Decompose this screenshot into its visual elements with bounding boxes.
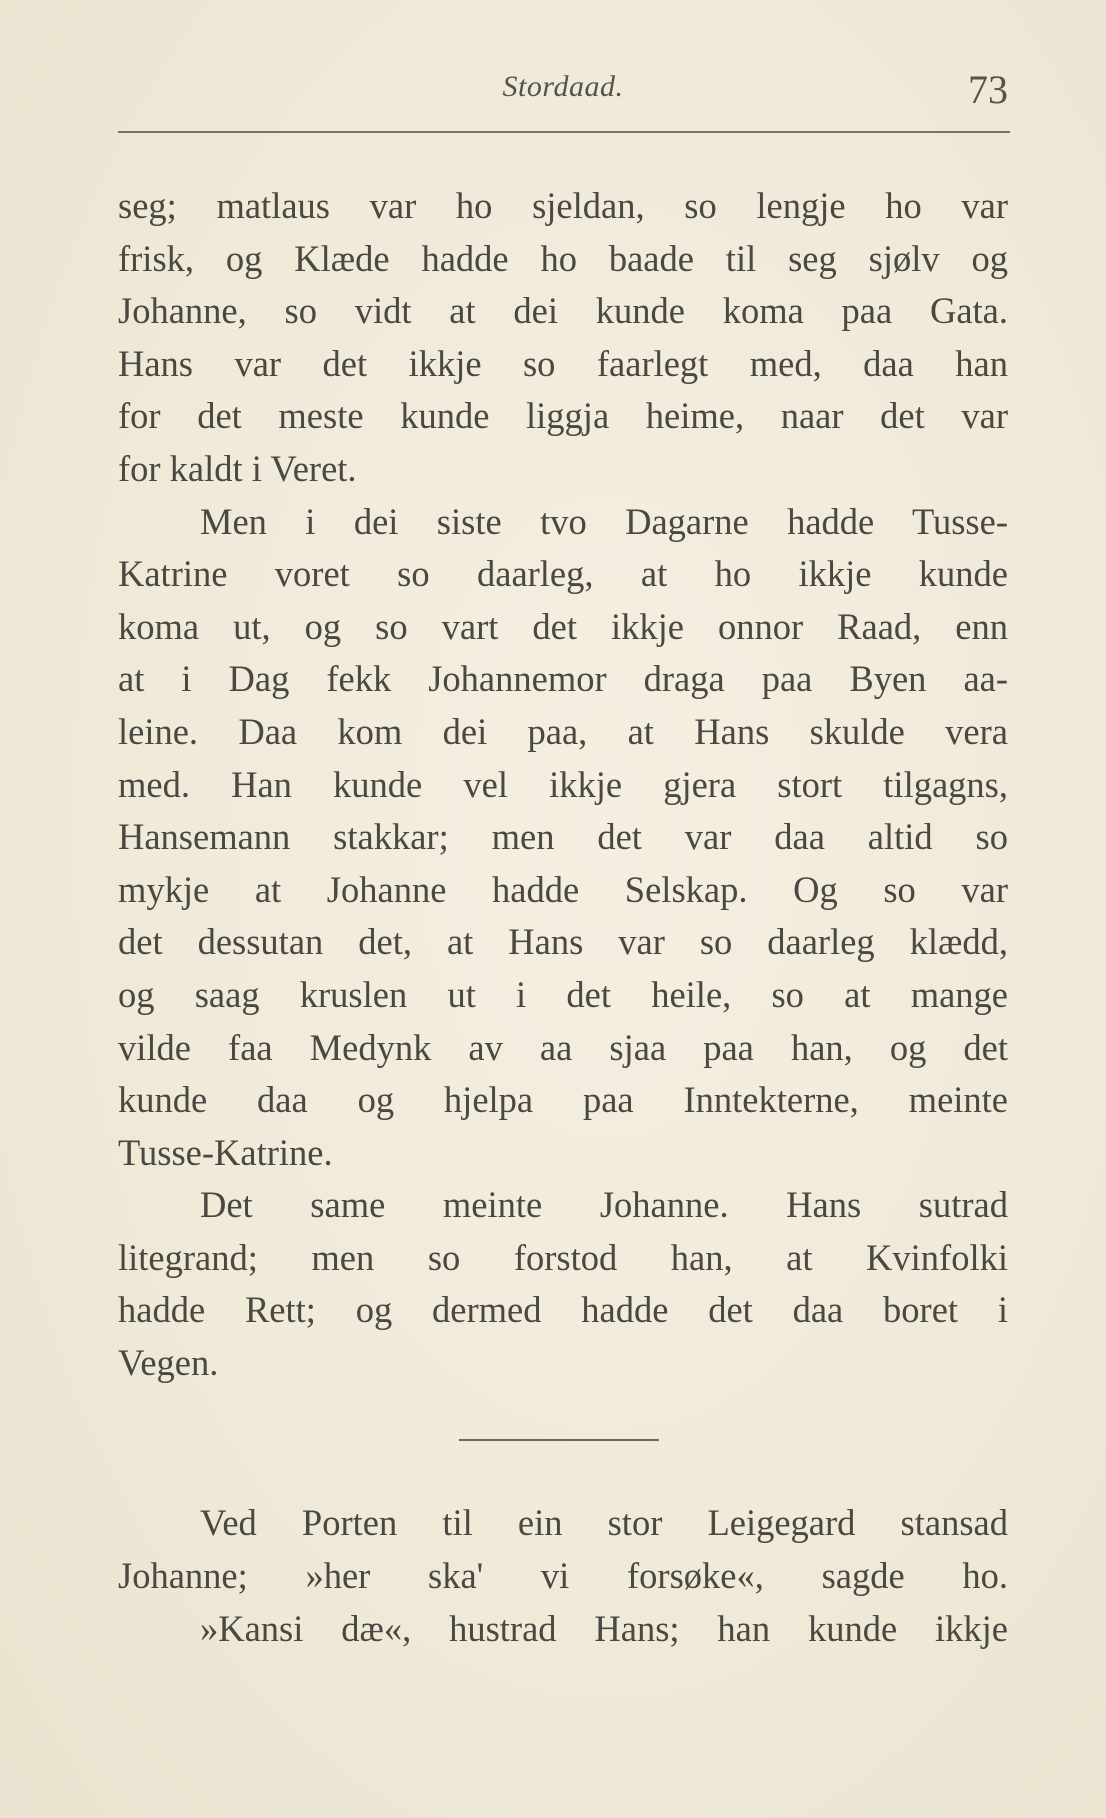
- text-line: seg; matlaus var ho sjeldan, so lengje ho var: [118, 185, 1008, 226]
- text-line: Tusse-Katrine.: [118, 1131, 333, 1173]
- text-line: det dessutan det, at Hans var so daarleg klædd,: [118, 921, 1008, 963]
- text-line: med. Han kunde vel ikkje gjera stort tilgagns,: [118, 763, 1008, 805]
- text-line: Johanne; »her ska' vi forsøke«, sagde ho.: [118, 1555, 1008, 1596]
- text-line: Hansemann stakkar; men det var daa altid so: [118, 816, 1008, 858]
- text-line: for kaldt i Veret.: [118, 447, 357, 489]
- text-line: Hans var det ikkje so faarlegt med, daa han: [118, 342, 1008, 384]
- text-line: Ved Porten til ein stor Leigegard stansad: [200, 1502, 1008, 1543]
- text-line: kunde daa og hjelpa paa Inntekterne, meinte: [118, 1079, 1008, 1121]
- section-divider: [459, 1439, 659, 1441]
- text-line: at i Dag fekk Johannemor draga paa Byen aa-: [118, 658, 1008, 700]
- text-line: koma ut, og so vart det ikkje onnor Raad, enn: [118, 605, 1008, 647]
- text-line: for det meste kunde liggja heime, naar det var: [118, 395, 1008, 437]
- running-title: Stordaad.: [502, 70, 624, 103]
- text-line: og saag kruslen ut i det heile, so at mange: [118, 973, 1008, 1015]
- text-line: leine. Daa kom dei paa, at Hans skulde vera: [118, 710, 1008, 752]
- text-line: Katrine voret so daarleg, at ho ikkje kunde: [118, 553, 1008, 595]
- text-line: Det same meinte Johanne. Hans sutrad: [200, 1184, 1008, 1226]
- text-line: mykje at Johanne hadde Selskap. Og so var: [118, 868, 1008, 910]
- text-line: vilde faa Medynk av aa sjaa paa han, og det: [118, 1026, 1008, 1068]
- text-line: Men i dei siste tvo Dagarne hadde Tusse-: [200, 500, 1008, 542]
- main-text: [118, 180, 1008, 1390]
- text-line: Johanne, so vidt at dei kunde koma paa Gata.: [118, 290, 1008, 332]
- text-line: Vegen.: [118, 1342, 219, 1384]
- text-line: frisk, og Klæde hadde ho baade til seg sjølv og: [118, 237, 1008, 279]
- main-text-continued: [118, 1496, 1008, 1655]
- page-number: 73: [968, 67, 1008, 112]
- page-header: [118, 66, 1008, 116]
- text-line: »Kansi dæ«, hustrad Hans; han kunde ikkje: [200, 1608, 1008, 1649]
- text-line: litegrand; men so forstod han, at Kvinfolki: [118, 1236, 1008, 1278]
- text-line: hadde Rett; og dermed hadde det daa boret i: [118, 1289, 1008, 1331]
- header-rule: [118, 131, 1010, 133]
